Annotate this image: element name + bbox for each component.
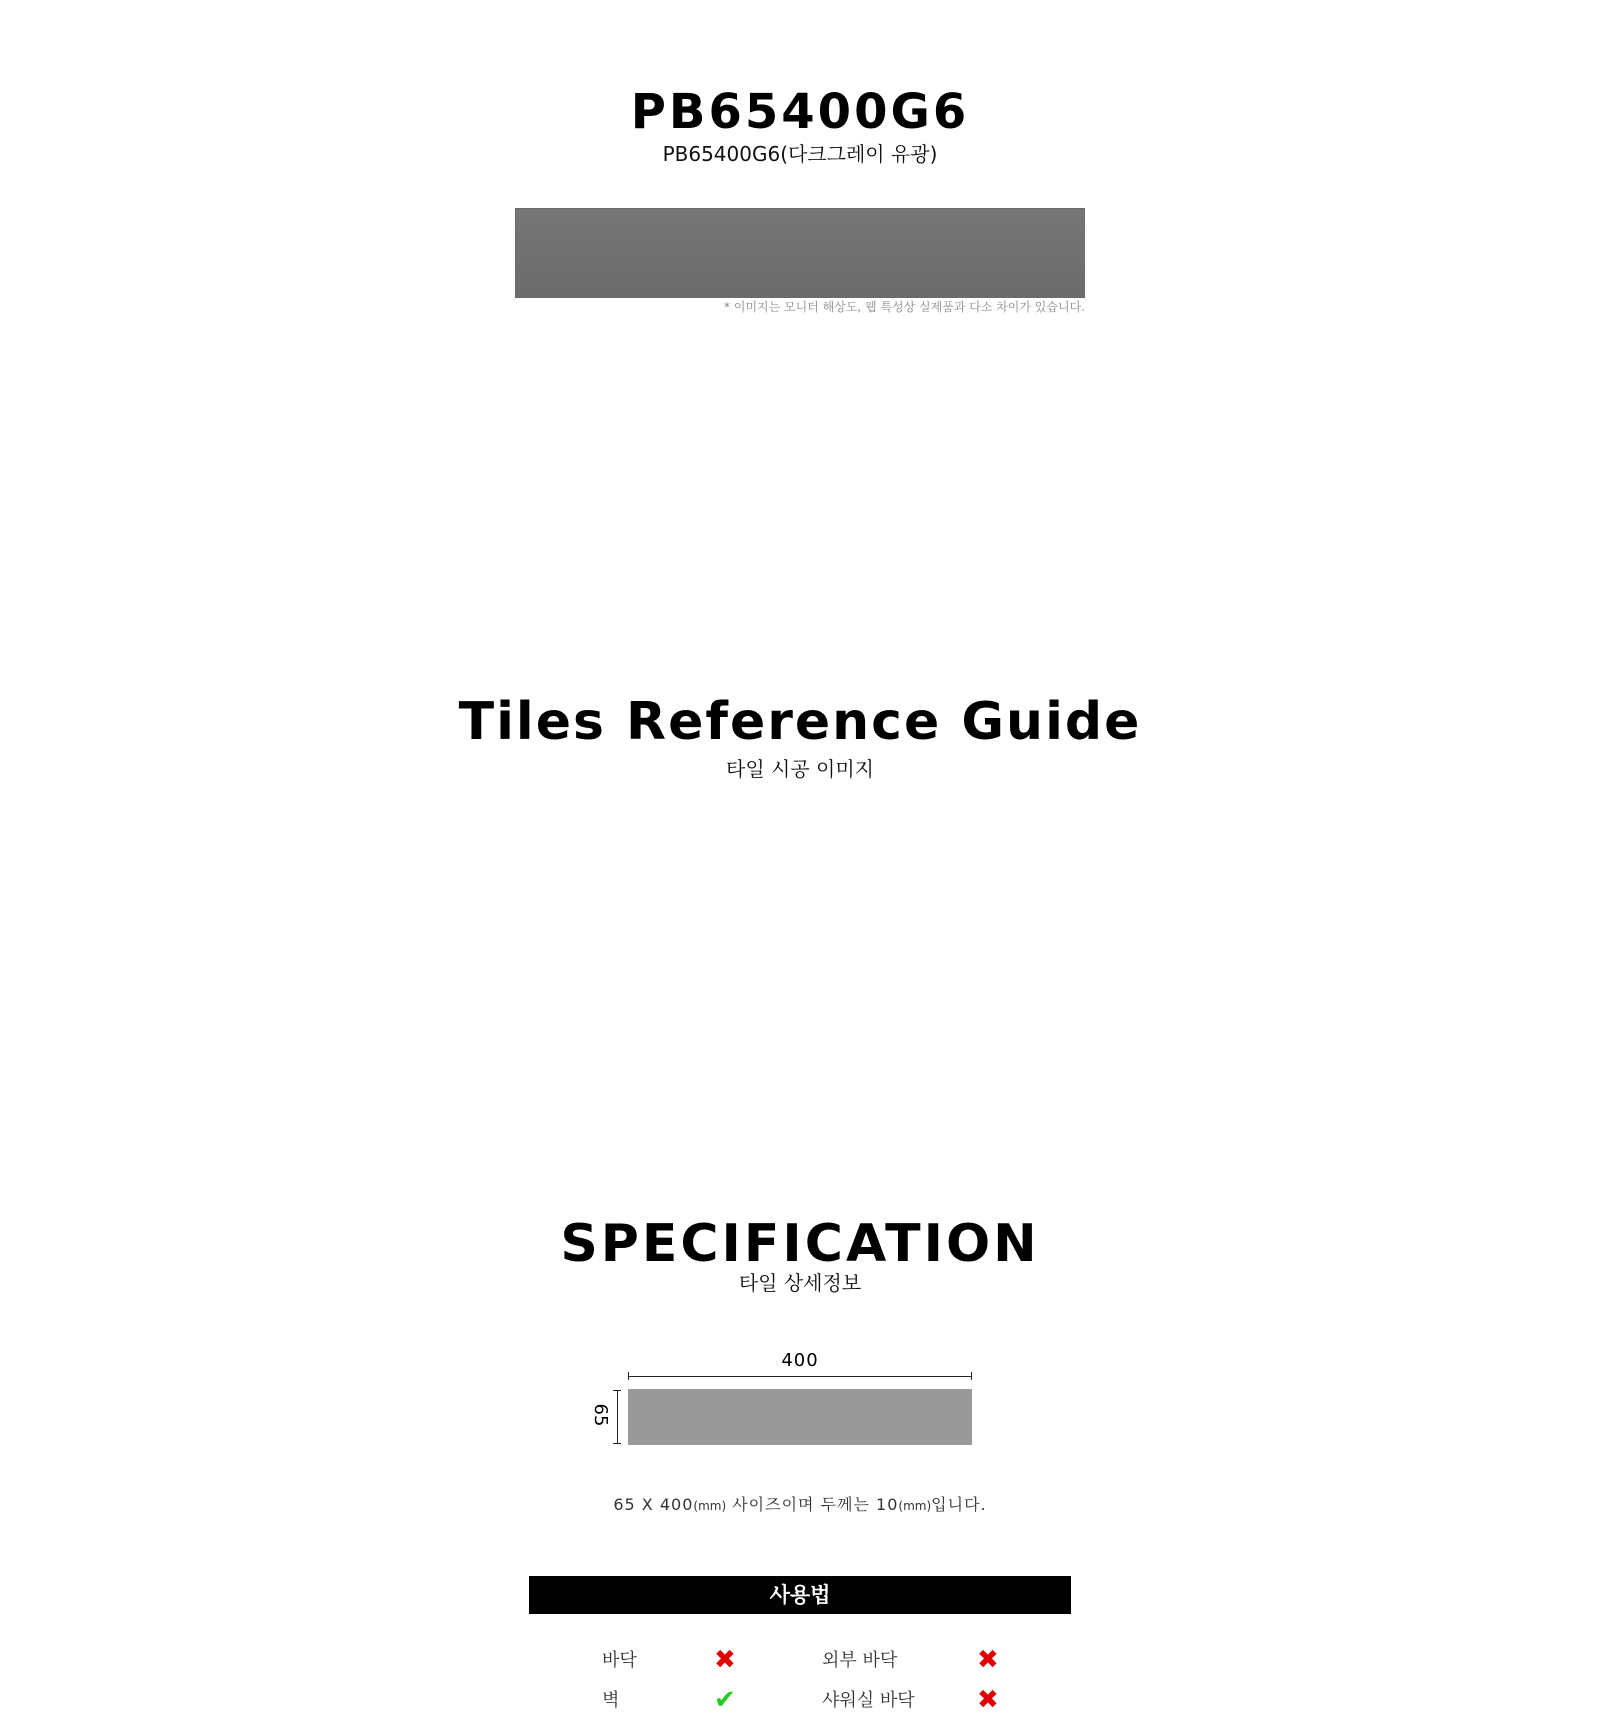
cross-icon: ✖	[977, 1685, 999, 1715]
size-description	[0, 1497, 1600, 1513]
dimension-width-tick-right	[971, 1372, 972, 1380]
dimension-width-tick-left	[628, 1372, 629, 1380]
reference-guide-title: Tiles Reference Guide	[458, 692, 1142, 752]
usage-wall-label: 벽	[602, 1690, 620, 1711]
usage-exterior-floor-label: 외부 바닥	[822, 1650, 898, 1671]
product-title: PB65400G6	[630, 84, 970, 140]
usage-floor-label: 바닥	[602, 1650, 637, 1671]
specification-subtitle: 타일 상세정보	[738, 1271, 862, 1295]
specification-title: SPECIFICATION	[560, 1214, 1040, 1274]
dimension-height-line	[617, 1390, 618, 1444]
size-description-unit-2: (mm)	[898, 1499, 932, 1513]
cross-icon: ✖	[977, 1645, 999, 1675]
dimension-width-label: 400	[781, 1350, 819, 1371]
usage-header: 사용법	[529, 1576, 1071, 1614]
size-description-middle: 사이즈이며 두께는 10	[726, 1495, 899, 1514]
size-description-prefix: 65 X 400	[613, 1495, 694, 1514]
dimension-height-label: 65	[590, 1403, 611, 1427]
tile-swatch-image	[515, 208, 1085, 298]
cross-icon: ✖	[714, 1645, 736, 1675]
dimension-height-tick-top	[613, 1390, 621, 1391]
check-icon: ✔	[714, 1685, 736, 1715]
usage-shower-floor-label: 샤워실 바닥	[822, 1690, 915, 1711]
spec-tile-drawing	[628, 1389, 972, 1445]
image-disclaimer: * 이미지는 모니터 해상도, 웹 특성상 실제품과 다소 차이가 있습니다.	[724, 300, 1085, 314]
size-description-unit: (mm)	[693, 1499, 727, 1513]
reference-guide-subtitle: 타일 시공 이미지	[726, 757, 874, 781]
size-description-suffix: 입니다.	[931, 1495, 987, 1514]
dimension-width-line	[628, 1376, 972, 1377]
product-subtitle: PB65400G6(다크그레이 유광)	[662, 142, 938, 166]
dimension-height-tick-bottom	[613, 1443, 621, 1444]
